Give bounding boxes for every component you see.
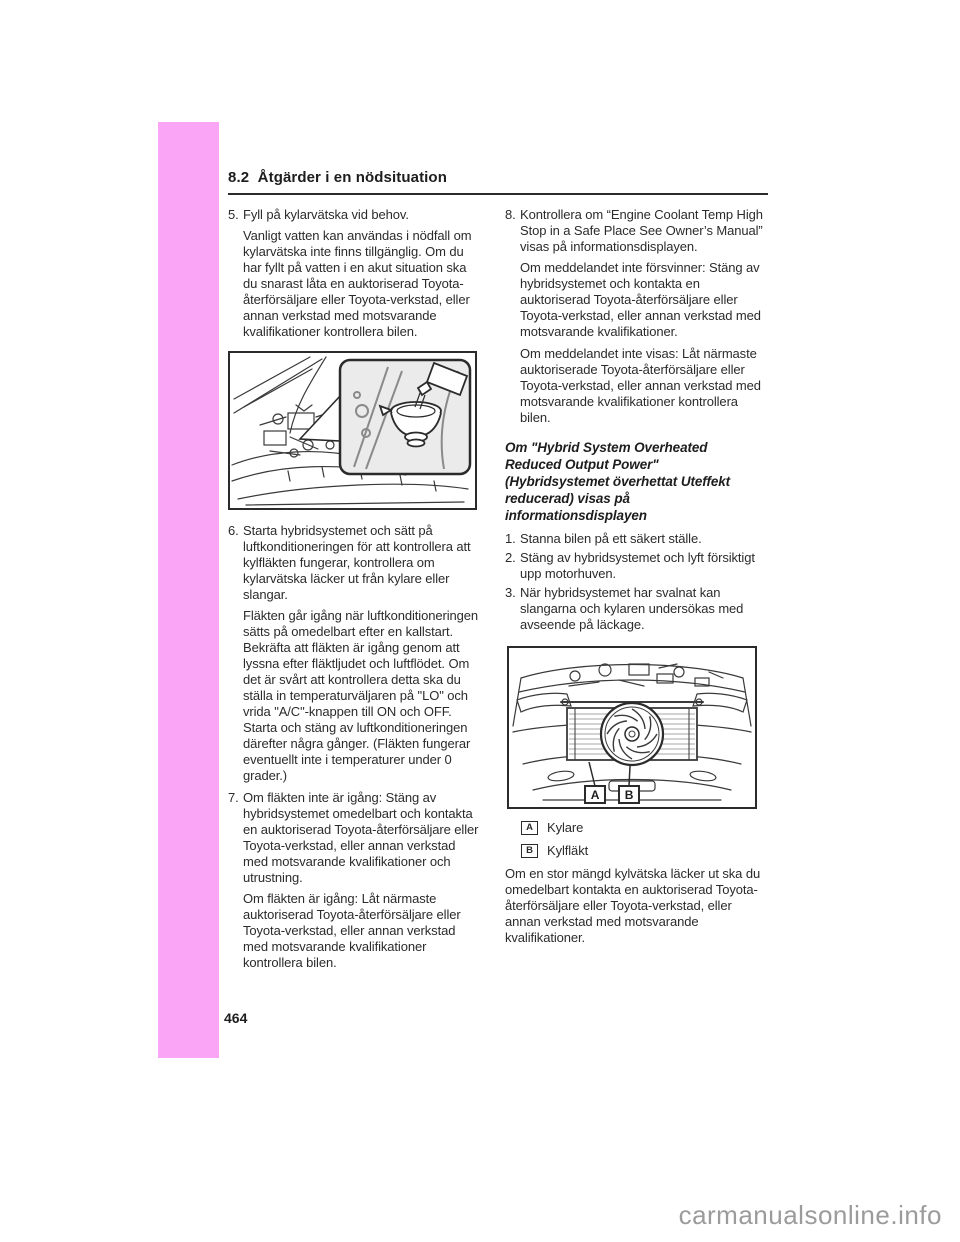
list-item-5 <box>228 207 480 223</box>
closing-paragraph: Om en stor mängd kylvätska läcker ut ska du omedelbart kontakta en auktoriserad Toyota-återförsäljare eller Toyota-verkstad, eller annan verkstad med motsvarande kvalifikationer. <box>505 866 761 945</box>
subsection-heading: Om "Hybrid System Overheated Reduced Output Power" (Hybridsystemet överhettat Uteffekt reducerad) visas på informationsdisplayen <box>505 440 731 523</box>
list-text: Om fläkten inte är igång: Stäng av hybridsystemet omedelbart och kontakta en auktoriserad Toyota-återförsäljare eller Toyota-verkstad, eller annan verkstad med motsvarande kvalifikationer och utrustning. <box>243 790 479 885</box>
legend-key-a: A <box>521 821 538 835</box>
list-text: Fyll på kylarvätska vid behov. <box>243 207 409 222</box>
legend-label-b: Kylfläkt <box>547 843 589 858</box>
list-text: Stanna bilen på ett säkert ställe. <box>520 531 702 546</box>
paragraph: Fläkten går igång när luftkonditioneringen sätts på omedelbart efter en kallstart. Bekräfta att fläkten är igång genom att lyssna efter fläktljudet och luftflödet. Om det är svårt att kontrollera detta ska du ställa in temperaturväljaren på "LO" och vrida "A/C"-knappen till ON och OFF. Starta och stäng av luftkonditioneringen därefter några gånger. (Fläkten fungerar eventuellt inte i temperaturer under 0 grader.) <box>243 608 479 783</box>
list-number: 7. <box>228 790 239 805</box>
left-column <box>228 207 480 977</box>
step-item-2 <box>505 550 764 582</box>
legend-item-b <box>521 843 764 859</box>
list-number: 6. <box>228 523 239 538</box>
list-number: 2. <box>505 550 516 565</box>
legend-item-a <box>521 820 764 836</box>
paragraph: Om fläkten är igång: Låt närmaste auktoriserad Toyota-återförsäljare eller Toyota-verkstad, eller annan verkstad med motsvarande kvalifikationer kontrollera bilen. <box>243 891 461 970</box>
list-text: Starta hybridsystemet och sätt på luftkonditioneringen för att kontrollera att kylfläkten fungerar, kontrollera om kylarvätska läcker ut från kylare eller slangar. <box>243 523 471 602</box>
list-number: 8. <box>505 207 516 222</box>
figure-label-a: A <box>590 788 600 802</box>
list-text: När hybridsystemet har svalnat kan slangarna och kylaren undersökas med avseende på läckage. <box>520 585 744 632</box>
radiator-fan-figure <box>507 646 757 809</box>
step-item-3 <box>505 585 764 633</box>
list-text: Stäng av hybridsystemet och lyft försiktigt upp motorhuven. <box>520 550 755 581</box>
paragraph: Om meddelandet inte visas: Låt närmaste auktoriserade Toyota-återförsäljare eller Toyota-verkstad, eller annan verkstad med motsvarande kvalifikationer kontrollera bilen. <box>520 346 761 425</box>
radiator-fan-illustration <box>509 648 755 807</box>
step-item-1 <box>505 531 764 547</box>
list-item-6 <box>228 523 480 603</box>
list-text: Kontrollera om “Engine Coolant Temp High Stop in a Safe Place See Owner’s Manual” visas på informationsdisplayen. <box>520 207 763 254</box>
figure-label-b: B <box>624 788 634 802</box>
watermark: carmanualsonline.info <box>678 1200 942 1230</box>
paragraph: Om meddelandet inte försvinner: Stäng av hybridsystemet och kontakta en auktoriserad Toyota-återförsäljare eller Toyota-verkstad, eller annan verkstad med motsvarande kvalifikationer. <box>520 260 761 339</box>
paragraph: Vanligt vatten kan användas i nödfall om kylarvätska inte finns tillgänglig. Om du har fyllt på vatten i en akut situation ska du snarast låta en auktoriserad Toyota-återförsäljare eller Toyota-verkstad, eller annan verkstad med motsvarande kvalifikationer kontrollera bilen. <box>243 228 472 339</box>
list-number: 1. <box>505 531 516 546</box>
right-column <box>505 207 764 946</box>
section-title: 8.2 Åtgärder i en nödsituation <box>228 169 447 186</box>
legend-key-b: B <box>521 844 538 858</box>
coolant-filling-figure <box>228 351 477 510</box>
list-number: 3. <box>505 585 516 600</box>
list-item-7 <box>228 790 480 886</box>
section-header <box>228 169 768 195</box>
list-number: 5. <box>228 207 239 222</box>
legend-label-a: Kylare <box>547 820 584 835</box>
section-accent-bar <box>158 122 219 1058</box>
page-number: 464 <box>224 1010 248 1026</box>
list-item-8 <box>505 207 764 255</box>
coolant-filling-illustration <box>230 353 475 508</box>
